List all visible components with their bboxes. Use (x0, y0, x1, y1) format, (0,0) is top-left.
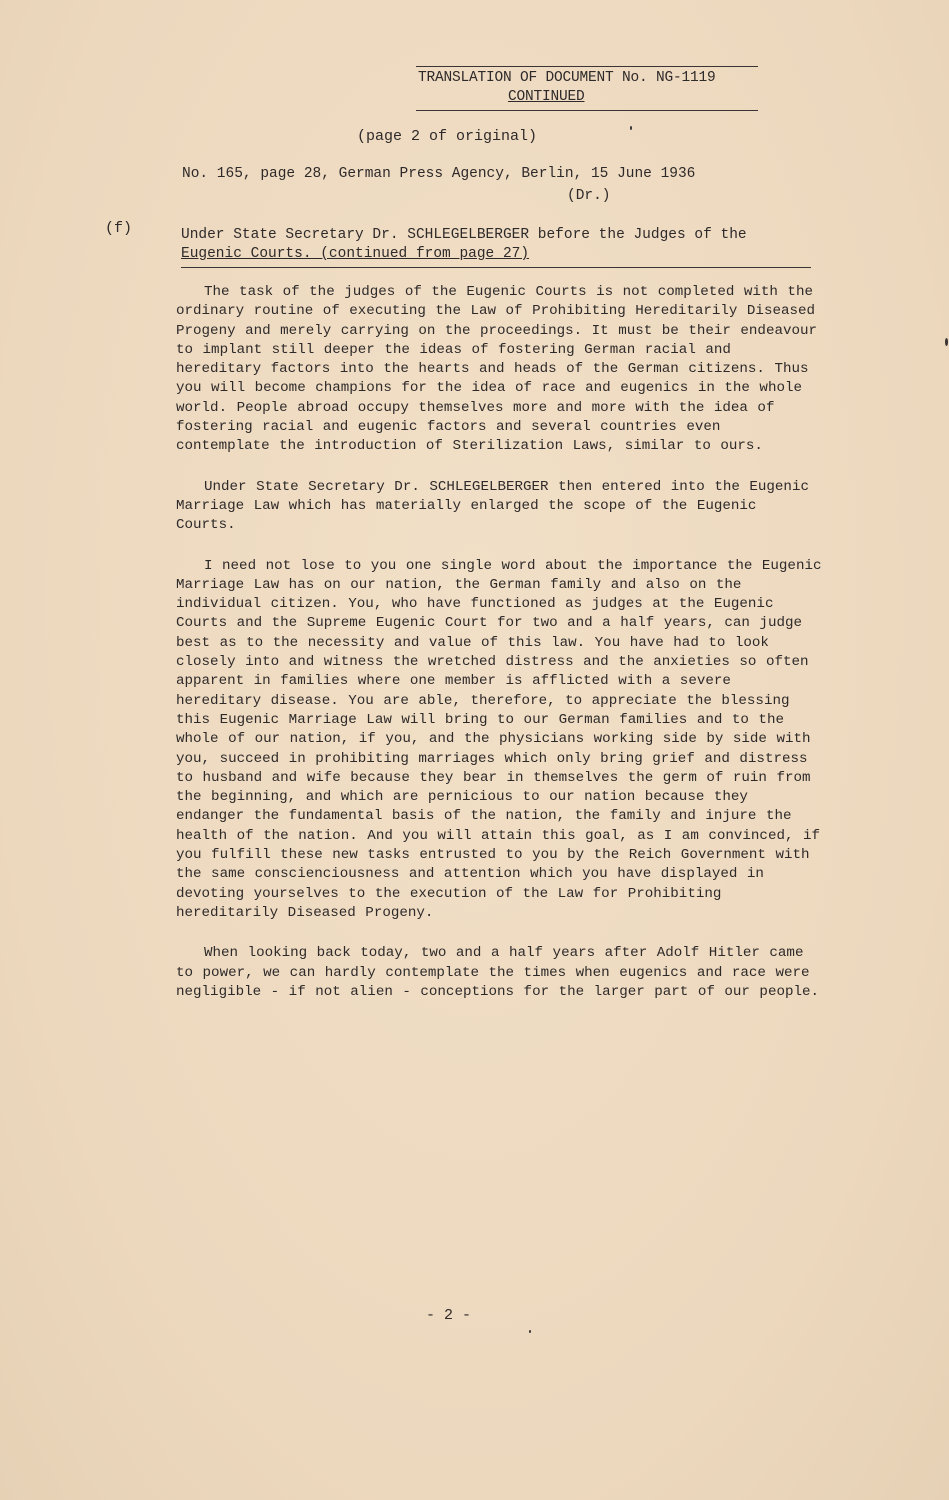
paper-speck (529, 1330, 531, 1333)
subject-line-1: Under State Secretary Dr. SCHLEGELBERGER before the Judges of the (181, 227, 747, 243)
header-title: TRANSLATION OF DOCUMENT No. NG-1119 (418, 70, 716, 86)
paragraph: When looking back today, two and a half years after Adolf Hitler came to power, we can hardly contemplate the times when eugenics and race were negligible - if not alien - conceptions for the larger part of our people. (176, 945, 820, 1000)
paper-speck (630, 126, 632, 130)
section-marker: (f) (105, 220, 133, 237)
original-page-reference: (page 2 of original) (357, 128, 538, 145)
paragraph: The task of the judges of the Eugenic Courts is not completed with the ordinary routine of executing the Law of Prohibiting Hereditarily Diseased Progeny and merely carrying on the proceedings. It must be their endeavour to implant still deeper the ideas of fostering German racial and hereditary factors into the hearts and heads of the German citizens. Thus you will become champions for the idea of race and eugenics in the whole world. People abroad occupy themselves more and more with the idea of fostering racial and eugenic factors and several countries even contemplate the introduction of Sterilization Laws, similar to ours. (176, 284, 818, 455)
press-agency-initials: (Dr.) (567, 188, 611, 204)
paragraph: I need not lose to you one single word about the importance the Eugenic Marriage Law has on our nation, the German family and also on the individual citizen. You, who have functioned as judges at the Eugenic Courts and the Supreme Eugenic Court for two and a half years, can judge best as to the necessity and value of this law. You have had to look closely into and witness the wretched distress and the anxieties so often apparent in families where one member is afflicted with a severe hereditary disease. You are able, therefore, to appreciate the blessing this Eugenic Marriage Law will bring to our German families and to the whole of our nation, if you, and the physicians working side by side with you, succeed in prohibiting marriages which only bring grief and distress to husband and wife because they bear in themselves the germ of ruin from the beginning, and which are pernicious to our nation because they endanger the fundamental basis of the nation, the family and injure the health of the nation. And you will attain this goal, as I am convinced, if you fulfill these new tasks entrusted to you by the Reich Government with the same conscienciousness and attention which you have displayed in devoting yourselves to the execution of the Law for Prohibiting hereditarily Diseased Progeny. (176, 557, 822, 921)
subject-line-2: Eugenic Courts. (continued from page 27) (181, 246, 530, 262)
document-header (416, 66, 758, 111)
paragraph: Under State Secretary Dr. SCHLEGELBERGER then entered into the Eugenic Marriage Law which has materially enlarged the scope of the Eugenic Courts. (176, 478, 809, 534)
header-continued: CONTINUED (508, 89, 585, 105)
document-body (176, 283, 822, 1023)
paper-speck (945, 338, 948, 346)
page-number: - 2 - (426, 1307, 472, 1324)
section-subject (181, 226, 811, 268)
press-agency-line: No. 165, page 28, German Press Agency, Berlin, 15 June 1936 (182, 166, 696, 182)
